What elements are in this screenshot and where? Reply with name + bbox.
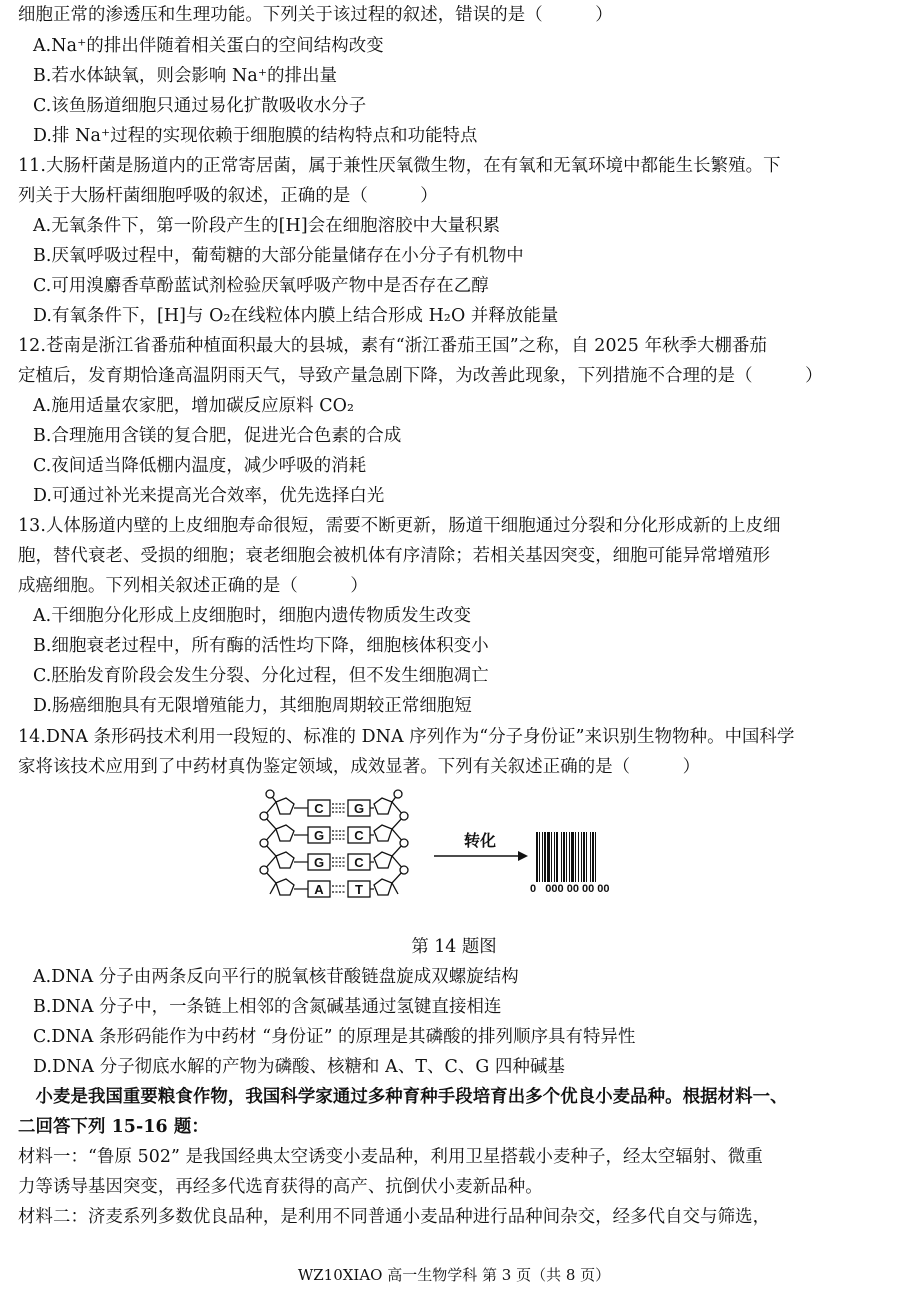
sugar-pentagon — [276, 798, 294, 814]
phosphate-circle — [394, 790, 402, 798]
option-line: A.干细胞分化形成上皮细胞时，细胞内遗传物质发生改变 — [33, 606, 472, 626]
barcode-bar — [551, 832, 552, 882]
barcode-bar — [575, 832, 576, 882]
material-intro: 二回答下列 15-16 题： — [18, 1117, 209, 1137]
question-13: 13.人体肠道内壁的上皮细胞寿命很短，需要不断更新，肠道干细胞通过分裂和分化形成新的上皮细 — [18, 516, 781, 536]
right-strand-sugars — [374, 790, 408, 895]
text-line: 胞，替代衰老、受损的细胞；衰老细胞会被机体有序清除；若相关基因突变，细胞可能异常增殖形 — [18, 546, 771, 566]
option-line: B.DNA 分子中，一条链上相邻的含氮碱基通过氢键直接相连 — [33, 997, 502, 1017]
phosphate-circle — [260, 839, 268, 847]
option-line: B.若水体缺氧，则会影响 Na⁺的排出量 — [33, 66, 338, 86]
option-line: C.DNA 条形码能作为中药材 “身份证” 的原理是其磷酸的排列顺序具有特异性 — [33, 1027, 636, 1047]
text-line: 力等诱导基因突变，再经多代选育获得的高产、抗倒伏小麦新品种。 — [18, 1177, 543, 1197]
option-line: C.可用溴麝香草酚蓝试剂检验厌氧呼吸产物中是否存在乙醇 — [33, 276, 489, 296]
barcode-bar — [554, 832, 555, 882]
sugar-pentagon — [374, 852, 392, 868]
phosphate-circle — [260, 812, 268, 820]
text-line: 家将该技术应用到了中药材真伪鉴定领域，成效显著。下列有关叙述正确的是（ ） — [18, 757, 701, 777]
phosphate-circle — [400, 839, 408, 847]
option-line: D.肠癌细胞具有无限增殖能力，其细胞周期较正常细胞短 — [33, 696, 472, 716]
base-letter: C — [314, 801, 324, 816]
option-line: B.合理施用含镁的复合肥，促进光合色素的合成 — [33, 426, 402, 446]
barcode-bar — [536, 832, 538, 882]
text-line: 定植后，发育期恰逢高温阴雨天气，导致产量急剧下降，为改善此现象，下列措施不合理的是（ ） — [18, 366, 823, 386]
arrow — [434, 851, 528, 861]
phosphate-circle — [260, 866, 268, 874]
option-line: D.可通过补光来提高光合效率，优先选择白光 — [33, 486, 385, 506]
material-1: 材料一：“鲁原 502” 是我国经典太空诱变小麦品种，利用卫星搭载小麦种子，经太空辐射、微重 — [18, 1147, 763, 1167]
barcode-bar — [581, 832, 582, 882]
sugar-pentagon — [276, 879, 294, 895]
barcode-bar — [547, 832, 550, 882]
text-line: 列关于大肠杆菌细胞呼吸的叙述，正确的是（ ） — [18, 186, 438, 206]
option-line: C.该鱼肠道细胞只通过易化扩散吸收水分子 — [33, 96, 367, 116]
option-line: C.夜间适当降低棚内温度，减少呼吸的消耗 — [33, 456, 367, 476]
barcode-bar — [542, 832, 543, 882]
barcode-bar — [586, 832, 587, 882]
sugar-pentagon — [374, 798, 392, 814]
barcode-bar — [571, 832, 574, 882]
option-line: A.施用适量农家肥，增加碳反应原料 CO₂ — [33, 396, 355, 416]
option-line: A.DNA 分子由两条反向平行的脱氧核苷酸链盘旋成双螺旋结构 — [33, 967, 519, 987]
left-strand-sugars — [260, 790, 294, 895]
option-line: D.DNA 分子彻底水解的产物为磷酸、核糖和 A、T、C、G 四种碱基 — [33, 1057, 565, 1077]
material-intro: 小麦是我国重要粮食作物，我国科学家通过多种育种手段培育出多个优良小麦品种。根据材料一、 — [18, 1087, 788, 1107]
option-line: B.细胞衰老过程中，所有酶的活性均下降，细胞核体积变小 — [33, 636, 489, 656]
material-2: 材料二：济麦系列多数优良品种，是利用不同普通小麦品种进行品种间杂交，经多代自交与筛选， — [18, 1207, 771, 1227]
option-line: C.胚胎发育阶段会发生分裂、分化过程，但不发生细胞凋亡 — [33, 666, 489, 686]
barcode-bar — [569, 832, 570, 882]
sugar-pentagon — [276, 825, 294, 841]
barcode-number: 0 000 00 00 00 — [530, 883, 610, 895]
barcode-bar — [563, 832, 565, 882]
base-letter: T — [355, 882, 363, 897]
base-letter: G — [313, 855, 325, 870]
base-letter: C — [354, 828, 364, 843]
base-letter: C — [354, 855, 364, 870]
option-line: D.排 Na⁺过程的实现依赖于细胞膜的结构特点和功能特点 — [33, 126, 478, 146]
sugar-pentagon — [374, 879, 392, 895]
base-letter: A — [314, 882, 324, 897]
barcode-bar — [556, 832, 558, 882]
sugar-pentagon — [276, 852, 294, 868]
question-12: 12.苍南是浙江省番茄种植面积最大的县城，素有“浙江番茄王国”之称，自 2025 年秋季大棚番茄 — [18, 336, 768, 356]
option-line: D.有氧条件下，[H]与 O₂在线粒体内膜上结合形成 H₂O 并释放能量 — [33, 306, 559, 326]
text-line: 细胞正常的渗透压和生理功能。下列关于该过程的叙述，错误的是（ ） — [18, 5, 613, 25]
barcode-bar — [566, 832, 567, 882]
barcode-bar — [539, 832, 540, 882]
phosphate-circle — [266, 790, 274, 798]
phosphate-circle — [400, 812, 408, 820]
option-line: B.厌氧呼吸过程中，葡萄糖的大部分能量储存在小分子有机物中 — [33, 246, 524, 266]
barcode-bar — [592, 832, 594, 882]
arrow-label: 转化 — [463, 831, 497, 850]
barcode-bar — [561, 832, 562, 882]
barcode-bar — [590, 832, 591, 882]
barcode-bar — [595, 832, 596, 882]
question-14: 14.DNA 条形码技术利用一段短的、标准的 DNA 序列作为“分子身份证”来识别生物物种。中国科学 — [18, 727, 795, 747]
question-11: 11.大肠杆菌是肠道内的正常寄居菌，属于兼性厌氧微生物，在有氧和无氧环境中都能生长繁殖。下 — [18, 156, 781, 176]
page-footer: WZ10XIAO 高一生物学科 第 3 页（共 8 页） — [297, 1266, 611, 1284]
figure-caption: 第 14 题图 — [411, 937, 497, 957]
option-line: A.无氧条件下，第一阶段产生的[H]会在细胞溶胶中大量积累 — [33, 216, 501, 236]
sugar-pentagon — [374, 825, 392, 841]
base-letter: G — [353, 801, 365, 816]
barcode — [536, 832, 596, 882]
text-line: 成癌细胞。下列相关叙述正确的是（ ） — [18, 576, 368, 596]
option-line: A.Na⁺的排出伴随着相关蛋白的空间结构改变 — [33, 36, 384, 56]
phosphate-circle — [400, 866, 408, 874]
barcode-bar — [583, 832, 585, 882]
dna-barcode-figure — [248, 786, 664, 900]
barcode-bar — [544, 832, 546, 882]
barcode-bar — [578, 832, 579, 882]
base-letter: G — [313, 828, 325, 843]
